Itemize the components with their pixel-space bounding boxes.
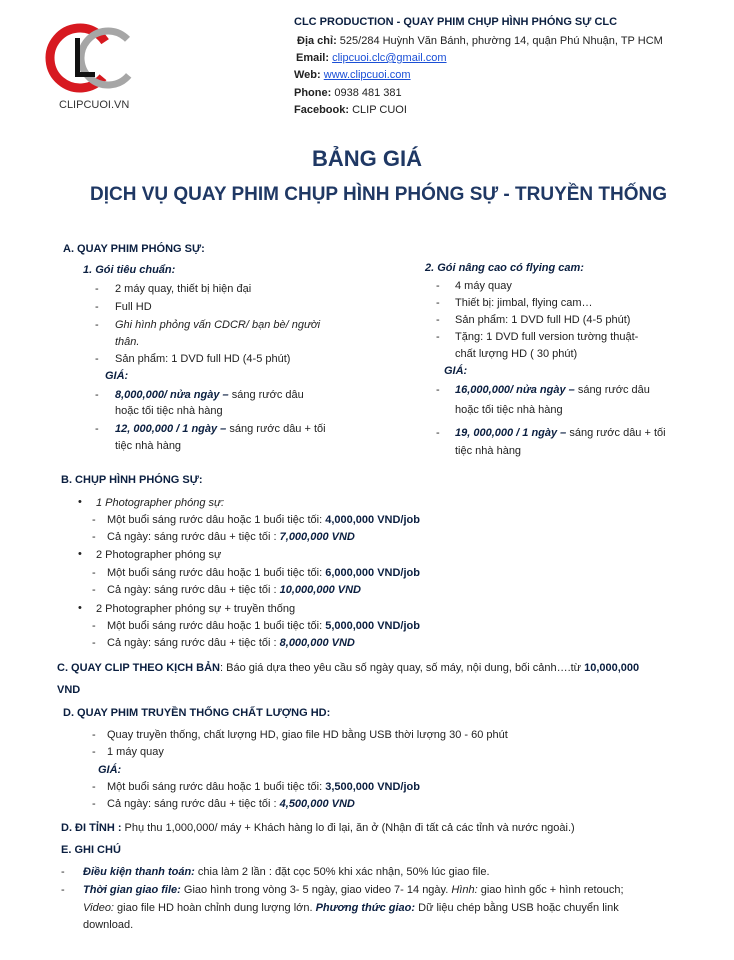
email-link[interactable]: clipcuoi.clc@gmail.com xyxy=(332,52,447,64)
address-line xyxy=(297,35,663,47)
list-item: - xyxy=(61,866,65,878)
note-text: Dữ liệu chép bằng USB hoặc chuyển link xyxy=(415,902,619,914)
group-1-title: 1 Photographer phóng sự: xyxy=(96,497,225,509)
price-cont: tiệc nhà hàng xyxy=(115,440,182,452)
section-travel-line xyxy=(61,822,575,834)
price-line xyxy=(107,620,420,632)
group-2-title: 2 Photographer phóng sự xyxy=(96,549,222,561)
section-travel-heading: D. ĐI TỈNH : xyxy=(61,822,122,834)
price-value: 7,000,000 VND xyxy=(279,531,355,543)
facebook-label: Facebook: xyxy=(294,104,350,116)
phone-label: Phone: xyxy=(294,87,332,99)
price-desc: Một buổi sáng rước dâu hoặc 1 buổi tiệc tối: xyxy=(107,781,326,793)
price-desc: Cả ngày: sáng rước dâu + tiệc tối : xyxy=(107,584,280,596)
note-label: Thời gian giao file: xyxy=(83,884,181,896)
price-label: GIÁ: xyxy=(105,370,129,382)
price-desc: Cả ngày: sáng rước dâu + tiệc tối : xyxy=(107,531,280,543)
price-line xyxy=(107,567,420,579)
price-desc: sáng rước dâu + tối xyxy=(226,423,326,435)
list-item: - xyxy=(95,301,99,313)
price-cont: tiệc nhà hàng xyxy=(455,445,522,457)
facebook-value: CLIP CUOI xyxy=(352,104,407,116)
list-item: - xyxy=(95,283,99,295)
note-delivery xyxy=(83,884,624,896)
note-label: Điều kiện thanh toán: xyxy=(83,866,195,878)
list-item: - xyxy=(61,884,65,896)
price-desc: Một buổi sáng rước dâu hoặc 1 buổi tiệc tối: xyxy=(107,514,326,526)
bullet: • xyxy=(78,548,82,560)
price-value: 4,000,000 VND/job xyxy=(325,514,420,526)
note-sublabel: Hình: xyxy=(451,884,478,896)
list-item: - xyxy=(95,389,99,401)
price-value: 5,000,000 VND/job xyxy=(325,620,420,632)
note-delivery-end: download. xyxy=(83,919,134,931)
price-desc: sáng rước dâu + tối xyxy=(566,427,666,439)
price-value: 10,000,000 VND xyxy=(279,584,361,596)
section-c-text: : Báo giá dựa theo yêu cầu số ngày quay, số máy, nội dung, bối cảnh….từ xyxy=(220,662,585,674)
phone-line xyxy=(294,87,402,99)
price-desc: Cả ngày: sáng rước dâu + tiệc tối : xyxy=(107,637,280,649)
section-a-heading: A. QUAY PHIM PHÓNG SỰ: xyxy=(63,243,205,255)
list-item: - xyxy=(92,798,96,810)
list-item: - xyxy=(92,746,96,758)
group-3-title: 2 Photographer phóng sự + truyền thống xyxy=(96,603,296,615)
price-line xyxy=(455,384,650,396)
price-line xyxy=(107,781,420,793)
package-2-title: 2. Gói nâng cao có flying cam: xyxy=(425,262,584,274)
logo-text: CLIPCUOI.VN xyxy=(59,99,130,111)
email-label: Email: xyxy=(296,52,330,64)
section-c-heading: C. QUAY CLIP THEO KỊCH BẢN xyxy=(57,662,220,674)
list-item: Thiết bị: jimbal, flying cam… xyxy=(455,297,593,309)
facebook-line xyxy=(294,104,407,116)
list-item: 1 máy quay xyxy=(107,746,164,758)
list-item: - xyxy=(436,427,440,439)
list-item: 2 máy quay, thiết bị hiện đại xyxy=(115,283,252,295)
price-label: GIÁ: xyxy=(444,365,468,377)
list-item: - xyxy=(436,384,440,396)
note-delivery-cont xyxy=(83,902,619,914)
web-label: Web: xyxy=(294,69,321,81)
section-travel-text: Phụ thu 1,000,000/ máy + Khách hàng lo đi lại, ăn ở (Nhận đi tất cả các tỉnh và nước ngoài.) xyxy=(121,822,575,834)
section-c-line xyxy=(57,662,639,674)
price-line xyxy=(107,798,355,810)
web-line xyxy=(294,69,411,81)
price-value: 3,500,000 VND/job xyxy=(325,781,420,793)
price-desc: Một buổi sáng rước dâu hoặc 1 buổi tiệc tối: xyxy=(107,567,326,579)
price-value: 8,000,000 VND xyxy=(279,637,355,649)
list-item: 4 máy quay xyxy=(455,280,512,292)
list-item: - xyxy=(95,319,99,331)
list-item: - xyxy=(436,331,440,343)
address-value: 525/284 Huỳnh Văn Bánh, phường 14, quận Phú Nhuận, TP HCM xyxy=(339,35,663,47)
price-line xyxy=(107,637,355,649)
price-label: GIÁ: xyxy=(98,764,122,776)
price-value: 19, 000,000 / 1 ngày – xyxy=(455,427,567,439)
list-item: - xyxy=(436,280,440,292)
list-item: chất lượng HD ( 30 phút) xyxy=(455,348,578,360)
logo-mark xyxy=(40,20,150,98)
price-line xyxy=(107,584,361,596)
section-b-heading: B. CHỤP HÌNH PHÓNG SỰ: xyxy=(61,474,203,486)
page-subtitle: DỊCH VỤ QUAY PHIM CHỤP HÌNH PHÓNG SỰ - TRUYỀN THỐNG xyxy=(90,184,668,205)
list-item: - xyxy=(92,531,96,543)
note-payment xyxy=(83,866,490,878)
list-item: Quay truyền thống, chất lượng HD, giao file HD bằng USB thời lượng 30 - 60 phút xyxy=(107,729,508,741)
list-item: - xyxy=(92,514,96,526)
note-text: chia làm 2 lần : đặt cọc 50% khi xác nhận, 50% lúc giao file. xyxy=(194,866,490,878)
company-name: CLC PRODUCTION - QUAY PHIM CHỤP HÌNH PHÓNG SỰ CLC xyxy=(294,16,618,28)
note-text: giao hình gốc + hình retouch; xyxy=(477,884,624,896)
list-item: Sản phẩm: 1 DVD full HD (4-5 phút) xyxy=(455,314,631,326)
price-cont: hoặc tối tiệc nhà hàng xyxy=(455,404,563,416)
list-item: - xyxy=(92,567,96,579)
price-desc: sáng rước dâu xyxy=(228,389,304,401)
price-line xyxy=(115,389,304,401)
web-link[interactable]: www.clipcuoi.com xyxy=(323,69,411,81)
price-value: 12, 000,000 / 1 ngày – xyxy=(115,423,227,435)
price-desc: sáng rước dâu xyxy=(574,384,650,396)
note-text: Giao hình trong vòng 3- 5 ngày, giao video 7- 14 ngày. xyxy=(180,884,452,896)
section-c-price: 10,000,000 xyxy=(584,662,640,674)
note-sublabel: Video: xyxy=(83,902,114,914)
page-title: BẢNG GIÁ xyxy=(312,146,422,171)
list-item: Sản phẩm: 1 DVD full HD (4-5 phút) xyxy=(115,353,291,365)
price-desc: Cả ngày: sáng rước dâu + tiệc tối : xyxy=(107,798,280,810)
address-label: Địa chỉ: xyxy=(297,35,337,47)
price-line xyxy=(107,514,420,526)
price-value: 8,000,000/ nửa ngày – xyxy=(115,389,229,401)
price-value: 6,000,000 VND/job xyxy=(325,567,420,579)
list-item: thân. xyxy=(115,336,140,348)
bullet: • xyxy=(78,602,82,614)
list-item: - xyxy=(436,314,440,326)
list-item: Full HD xyxy=(115,301,152,313)
phone-value: 0938 481 381 xyxy=(334,87,402,99)
price-line xyxy=(455,427,666,439)
list-item: Tặng: 1 DVD full version tường thuật- xyxy=(455,331,639,343)
bullet: • xyxy=(78,496,82,508)
email-line xyxy=(296,52,447,64)
package-1-title: 1. Gói tiêu chuẩn: xyxy=(83,264,176,276)
list-item: - xyxy=(95,353,99,365)
price-value: 16,000,000/ nửa ngày – xyxy=(455,384,575,396)
price-value: 4,500,000 VND xyxy=(279,798,355,810)
list-item: - xyxy=(92,584,96,596)
list-item: Ghi hình phỏng vấn CDCR/ bạn bè/ người xyxy=(115,319,321,331)
price-cont: hoặc tối tiệc nhà hàng xyxy=(115,405,223,417)
section-c-unit: VND xyxy=(57,684,81,696)
price-line xyxy=(107,531,355,543)
price-desc: Một buổi sáng rước dâu hoặc 1 buổi tiệc tối: xyxy=(107,620,326,632)
list-item: - xyxy=(92,781,96,793)
note-sublabel: Phương thức giao: xyxy=(315,902,416,914)
list-item: - xyxy=(92,620,96,632)
section-d-heading: D. QUAY PHIM TRUYỀN THỐNG CHẤT LƯỢNG HD: xyxy=(63,707,331,719)
price-line xyxy=(115,423,326,435)
list-item: - xyxy=(436,297,440,309)
note-text: giao file HD hoàn chỉnh dung lượng lớn. xyxy=(114,902,316,914)
section-e-heading: E. GHI CHÚ xyxy=(61,844,121,856)
list-item: - xyxy=(95,423,99,435)
list-item: - xyxy=(92,637,96,649)
list-item: - xyxy=(92,729,96,741)
